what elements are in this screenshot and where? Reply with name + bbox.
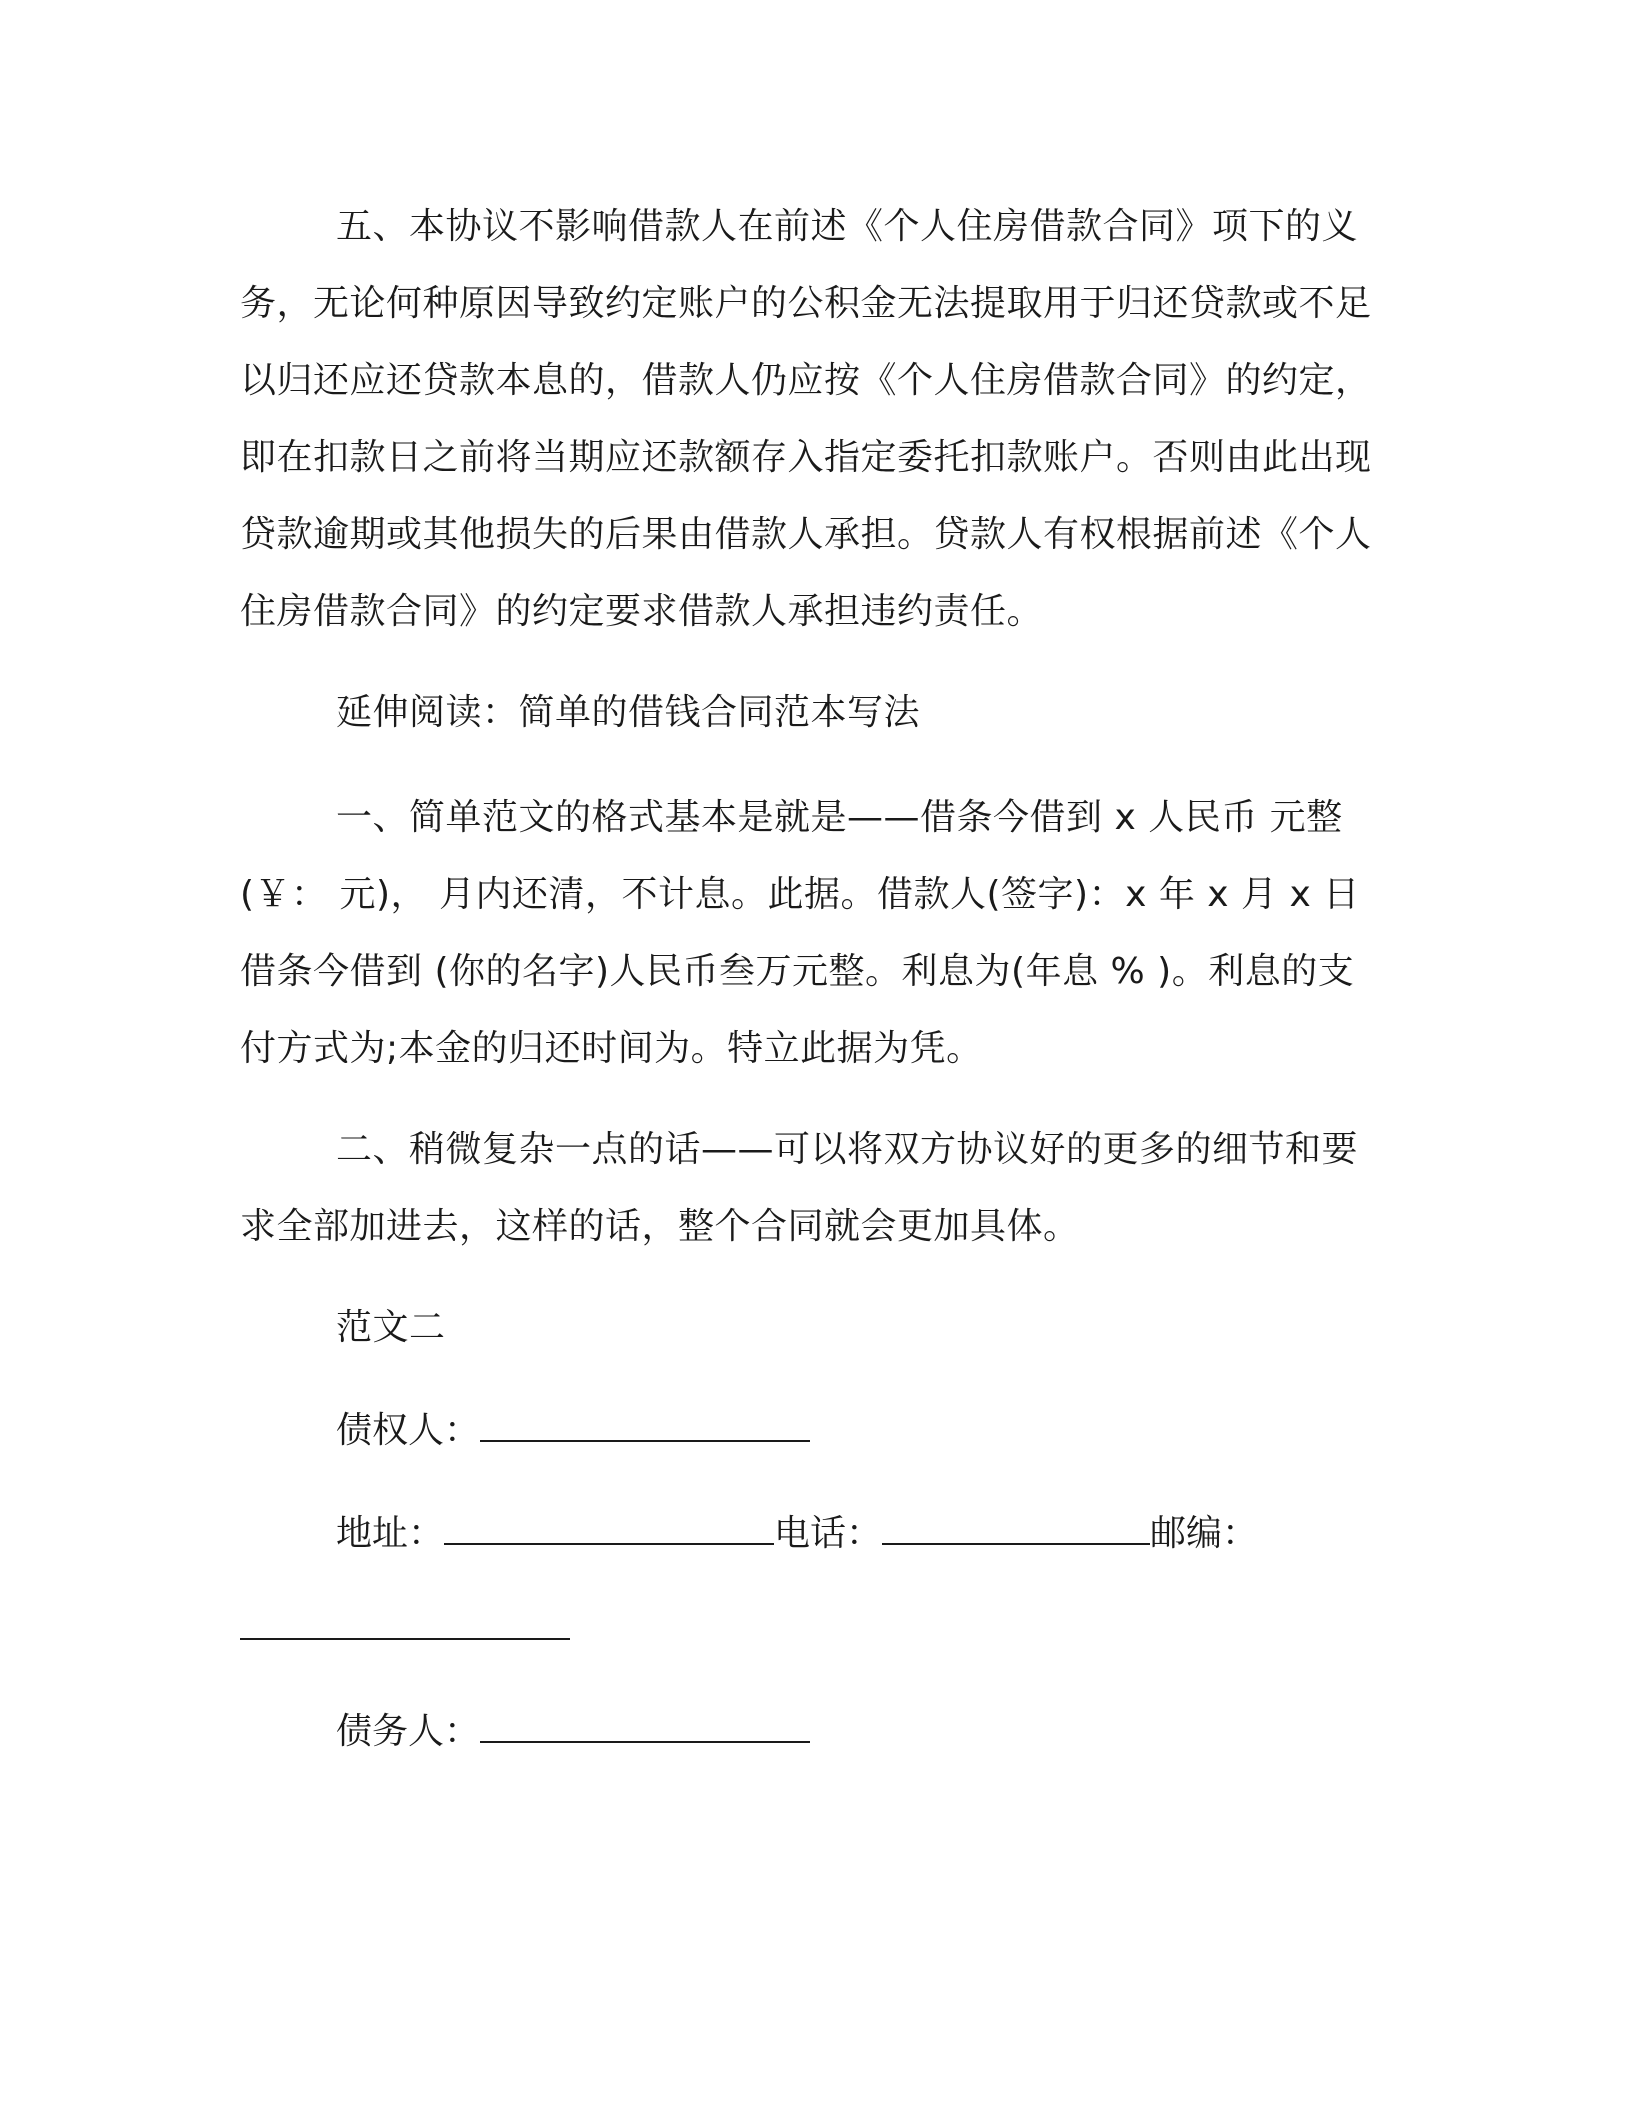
section-5-paragraph: 五、本协议不影响借款人在前述《个人住房借款合同》项下的义务，无论何种原因导致约定账户的公积金无法提取用于归还贷款或不足以归还应还贷款本息的，借款人仍应按《个人住房借款合同》的约定，即在扣款日之前将当期应还款额存入指定委托扣款账户。否则由此出现贷款逾期或其他损失的后果由借款人承担。贷款人有权根据前述《个人住房借款合同》的约定要求借款人承担违约责任。 (240, 206, 1372, 632)
creditor-line (240, 1392, 1375, 1469)
address-line (240, 1495, 1375, 1572)
item-2-paragraph: 二、稍微复杂一点的话——可以将双方协议好的更多的细节和要求全部加进去，这样的话，整个合同就会更加具体。 (240, 1129, 1359, 1247)
extended-reading-heading: 延伸阅读：简单的借钱合同范本写法 (336, 692, 921, 733)
item-1-paragraph: 一、简单范文的格式基本是就是——借条今借到 x 人民币 元整 (￥： 元)， 月内还清，不计息。此据。借款人(签字)：x 年 x 月 x 日借条今借到 (你的名字)人民币叁万元整。利息为(年息 % )。利息的支付方式为;本金的归还时间为。特立此据为凭。 (240, 797, 1360, 1069)
creditor-label: 债权人： (336, 1410, 481, 1451)
postcode-blank-line (240, 1590, 1375, 1667)
debtor-line (240, 1693, 1375, 1770)
phone-blank (882, 1513, 1150, 1545)
phone-label: 电话： (774, 1513, 883, 1554)
creditor-blank (480, 1410, 810, 1442)
postcode-blank (240, 1608, 570, 1640)
debtor-blank (480, 1711, 810, 1743)
postcode-label: 邮编： (1150, 1513, 1259, 1554)
address-label: 地址： (336, 1513, 445, 1554)
debtor-label: 债务人： (336, 1711, 481, 1752)
document-page (240, 188, 1375, 1770)
sample-title: 范文二 (336, 1307, 446, 1348)
address-blank (444, 1513, 774, 1545)
